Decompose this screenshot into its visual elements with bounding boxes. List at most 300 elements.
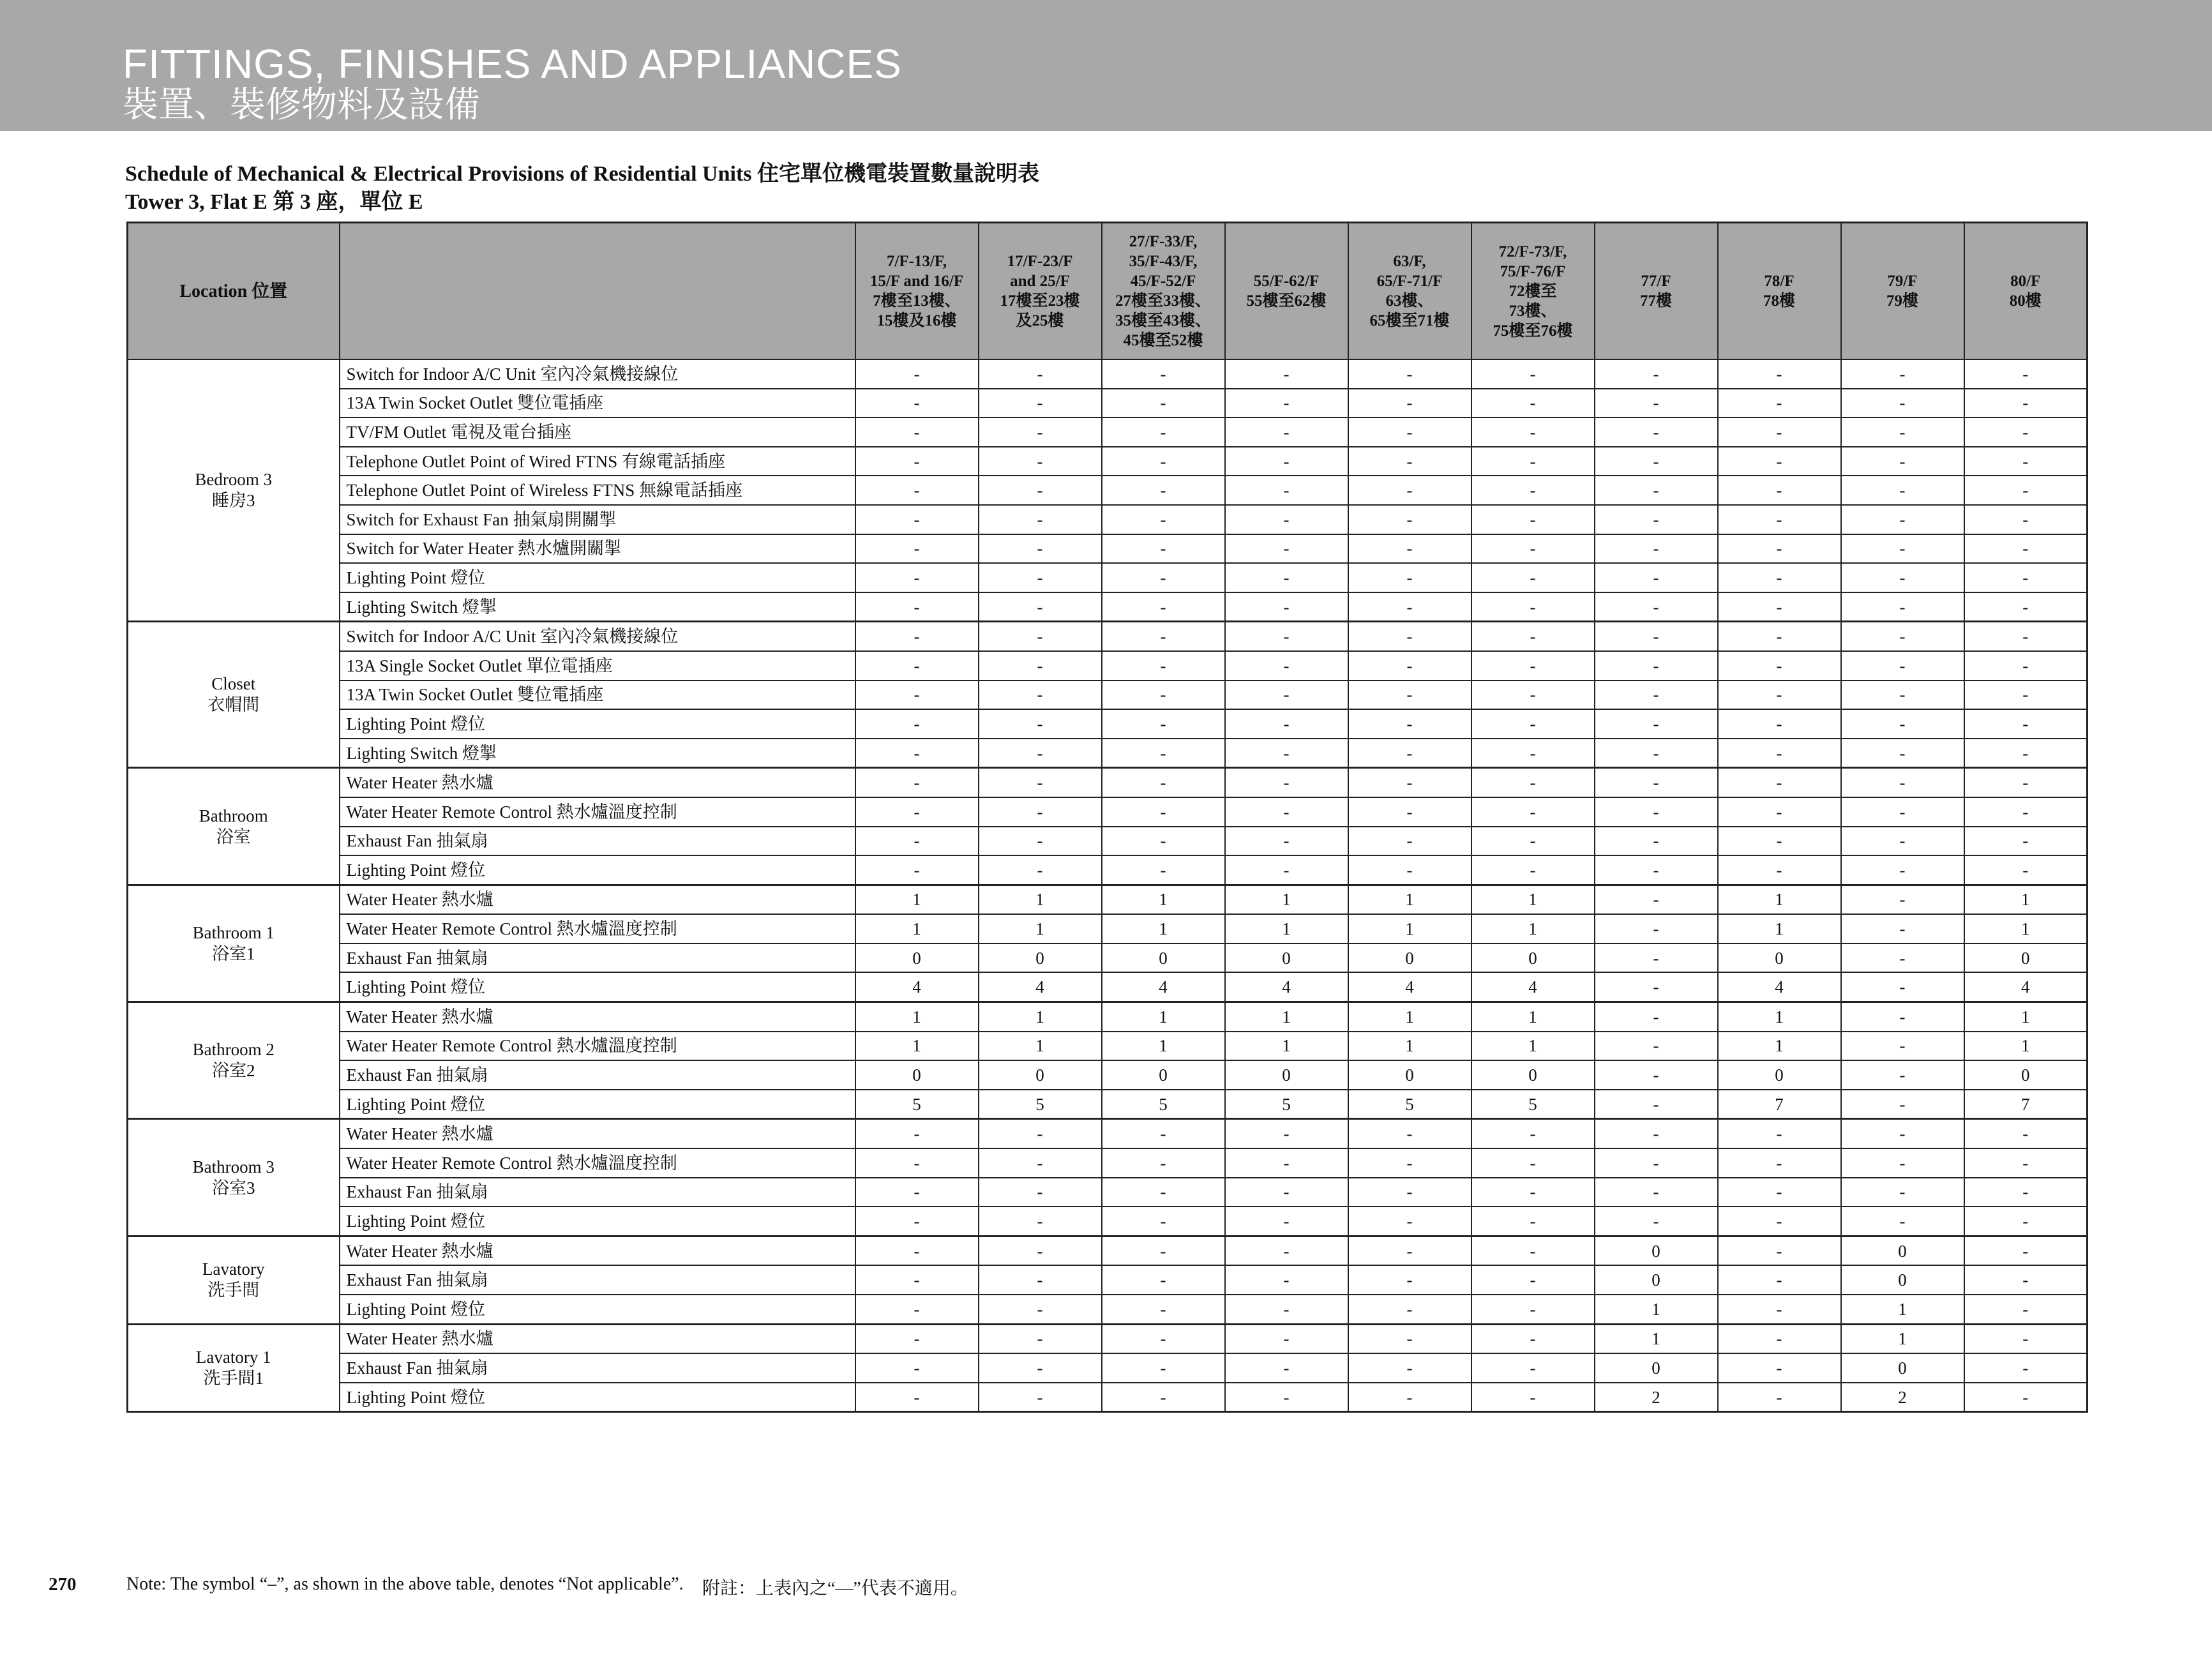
- provision-item: Switch for Water Heater 熱水爐開關掣: [340, 534, 855, 564]
- quantity-cell: -: [1348, 1265, 1471, 1295]
- quantity-cell: 1: [1102, 1002, 1225, 1032]
- location-cell: [128, 1324, 340, 1412]
- location-label: Bedroom 3: [195, 470, 273, 490]
- floor-header-line: 78樓: [1763, 292, 1795, 310]
- quantity-cell: 1: [1225, 1002, 1348, 1032]
- quantity-cell: -: [855, 855, 979, 885]
- quantity-cell: -: [979, 709, 1102, 739]
- quantity-cell: -: [1471, 855, 1595, 885]
- quantity-cell: -: [1102, 1295, 1225, 1324]
- table-row: [128, 885, 2088, 914]
- quantity-cell: -: [1348, 359, 1471, 389]
- provision-item: Water Heater Remote Control 熱水爐溫度控制: [340, 914, 855, 944]
- quantity-cell: -: [1841, 1032, 1964, 1061]
- quantity-cell: -: [1841, 709, 1964, 739]
- floor-header-line: 72樓至: [1509, 282, 1557, 300]
- quantity-cell: -: [1718, 447, 1841, 476]
- quantity-cell: -: [1225, 1265, 1348, 1295]
- floor-header-line: 80樓: [2009, 292, 2042, 310]
- quantity-cell: -: [979, 827, 1102, 856]
- location-header: Location 位置: [128, 223, 340, 360]
- table-row: [128, 1060, 2088, 1090]
- location-label: 洗手間: [207, 1281, 260, 1300]
- quantity-cell: -: [1595, 1060, 1718, 1090]
- quantity-cell: -: [1102, 563, 1225, 592]
- quantity-cell: -: [1102, 680, 1225, 710]
- quantity-cell: -: [1225, 417, 1348, 447]
- quantity-cell: -: [979, 417, 1102, 447]
- quantity-cell: -: [1964, 855, 2088, 885]
- floor-header-line: 55/F-62/F: [1253, 273, 1320, 290]
- quantity-cell: -: [979, 447, 1102, 476]
- quantity-cell: -: [1595, 592, 1718, 622]
- floor-header-line: 35/F-43/F,: [1129, 253, 1198, 270]
- quantity-cell: -: [855, 1353, 979, 1383]
- quantity-cell: -: [1471, 417, 1595, 447]
- quantity-cell: -: [1718, 389, 1841, 418]
- floor-column-header: [1841, 223, 1964, 360]
- quantity-cell: 4: [1348, 972, 1471, 1002]
- provision-item: Exhaust Fan 抽氣扇: [340, 1060, 855, 1090]
- quantity-cell: 0: [1102, 944, 1225, 973]
- quantity-cell: -: [1964, 622, 2088, 651]
- quantity-cell: -: [1348, 622, 1471, 651]
- quantity-cell: 2: [1595, 1383, 1718, 1412]
- quantity-cell: -: [1964, 447, 2088, 476]
- quantity-cell: 0: [1471, 1060, 1595, 1090]
- quantity-cell: -: [979, 680, 1102, 710]
- quantity-cell: -: [1595, 534, 1718, 564]
- schedule-title: Schedule of Mechanical & Electrical Provisions of Residential Units 住宅單位機電裝置數量說明表: [125, 162, 1040, 186]
- provision-item: Lighting Point 燈位: [340, 855, 855, 885]
- quantity-cell: 1: [979, 1002, 1102, 1032]
- quantity-cell: -: [1964, 739, 2088, 768]
- quantity-cell: -: [1964, 1178, 2088, 1207]
- table-row: [128, 476, 2088, 505]
- quantity-cell: -: [1841, 622, 1964, 651]
- quantity-cell: -: [1841, 768, 1964, 797]
- provision-item: Water Heater 熱水爐: [340, 1002, 855, 1032]
- floor-column-header: [1471, 223, 1595, 360]
- table-row: [128, 1207, 2088, 1236]
- provision-item: Water Heater Remote Control 熱水爐溫度控制: [340, 1148, 855, 1178]
- quantity-cell: -: [1964, 651, 2088, 680]
- quantity-cell: -: [1595, 1178, 1718, 1207]
- quantity-cell: -: [979, 855, 1102, 885]
- table-body: [128, 359, 2088, 1412]
- table-row: [128, 1178, 2088, 1207]
- quantity-cell: -: [1595, 1032, 1718, 1061]
- provision-item: Water Heater 熱水爐: [340, 1236, 855, 1265]
- provision-item: Switch for Indoor A/C Unit 室內冷氣機接線位: [340, 622, 855, 651]
- quantity-cell: 1: [1471, 914, 1595, 944]
- location-cell: [128, 622, 340, 768]
- quantity-cell: -: [1841, 1002, 1964, 1032]
- quantity-cell: 1: [1964, 914, 2088, 944]
- provision-item: TV/FM Outlet 電視及電台插座: [340, 417, 855, 447]
- quantity-cell: -: [1471, 739, 1595, 768]
- table-row: [128, 534, 2088, 564]
- table-row: [128, 1148, 2088, 1178]
- quantity-cell: -: [1102, 1207, 1225, 1236]
- quantity-cell: -: [1471, 389, 1595, 418]
- quantity-cell: -: [1718, 1207, 1841, 1236]
- quantity-cell: -: [1225, 622, 1348, 651]
- quantity-cell: -: [1595, 651, 1718, 680]
- quantity-cell: 1: [1348, 1032, 1471, 1061]
- quantity-cell: -: [1471, 563, 1595, 592]
- quantity-cell: -: [1841, 944, 1964, 973]
- quantity-cell: 1: [979, 885, 1102, 914]
- quantity-cell: -: [1348, 563, 1471, 592]
- provision-item: Water Heater 熱水爐: [340, 768, 855, 797]
- quantity-cell: -: [1595, 359, 1718, 389]
- quantity-cell: 0: [1841, 1265, 1964, 1295]
- provision-item: Exhaust Fan 抽氣扇: [340, 1353, 855, 1383]
- table-header-row: [128, 223, 2088, 360]
- location-cell: [128, 885, 340, 1002]
- provision-item: Lighting Switch 燈掣: [340, 592, 855, 622]
- quantity-cell: -: [1841, 855, 1964, 885]
- floor-column-header: [1225, 223, 1348, 360]
- quantity-cell: -: [1102, 1119, 1225, 1148]
- quantity-cell: 4: [855, 972, 979, 1002]
- quantity-cell: -: [979, 563, 1102, 592]
- quantity-cell: 1: [1718, 885, 1841, 914]
- quantity-cell: -: [1718, 827, 1841, 856]
- quantity-cell: 0: [1718, 944, 1841, 973]
- quantity-cell: -: [1595, 1207, 1718, 1236]
- quantity-cell: -: [979, 359, 1102, 389]
- location-label: 浴室2: [212, 1061, 255, 1081]
- quantity-cell: -: [1225, 534, 1348, 564]
- quantity-cell: -: [1841, 1178, 1964, 1207]
- quantity-cell: -: [855, 1119, 979, 1148]
- provision-item: Telephone Outlet Point of Wired FTNS 有線電話插座: [340, 447, 855, 476]
- table-row: [128, 1002, 2088, 1032]
- quantity-cell: 1: [1225, 1032, 1348, 1061]
- quantity-cell: -: [1718, 563, 1841, 592]
- quantity-cell: -: [1841, 592, 1964, 622]
- quantity-cell: -: [1718, 622, 1841, 651]
- floor-header-line: 7樓至13樓、: [873, 292, 961, 310]
- quantity-cell: -: [1225, 1148, 1348, 1178]
- quantity-cell: -: [1718, 592, 1841, 622]
- quantity-cell: -: [1841, 914, 1964, 944]
- quantity-cell: -: [855, 1265, 979, 1295]
- table-row: [128, 622, 2088, 651]
- footnote-zh: 附註：上表內之“—”代表不適用。: [702, 1579, 968, 1598]
- table-row: [128, 944, 2088, 973]
- quantity-cell: -: [1595, 1148, 1718, 1178]
- quantity-cell: -: [1718, 1324, 1841, 1353]
- quantity-cell: -: [855, 1383, 979, 1412]
- quantity-cell: -: [1595, 563, 1718, 592]
- quantity-cell: -: [1595, 1090, 1718, 1119]
- quantity-cell: -: [1595, 1119, 1718, 1148]
- quantity-cell: -: [979, 1119, 1102, 1148]
- quantity-cell: 0: [1471, 944, 1595, 973]
- quantity-cell: -: [1964, 359, 2088, 389]
- quantity-cell: -: [979, 592, 1102, 622]
- quantity-cell: -: [1225, 1383, 1348, 1412]
- floor-column-header: [855, 223, 979, 360]
- quantity-cell: -: [855, 563, 979, 592]
- quantity-cell: -: [1225, 1295, 1348, 1324]
- provision-item: 13A Single Socket Outlet 單位電插座: [340, 651, 855, 680]
- provision-item: Water Heater Remote Control 熱水爐溫度控制: [340, 1032, 855, 1061]
- quantity-cell: -: [1841, 651, 1964, 680]
- quantity-cell: 1: [1471, 885, 1595, 914]
- table-row: [128, 855, 2088, 885]
- quantity-cell: -: [979, 797, 1102, 827]
- quantity-cell: 0: [1348, 1060, 1471, 1090]
- provisions-table: [126, 222, 2088, 1413]
- quantity-cell: 1: [1348, 1002, 1471, 1032]
- quantity-cell: -: [1471, 709, 1595, 739]
- quantity-cell: -: [1595, 389, 1718, 418]
- quantity-cell: -: [855, 534, 979, 564]
- provision-item: Switch for Indoor A/C Unit 室內冷氣機接線位: [340, 359, 855, 389]
- table-row: [128, 972, 2088, 1002]
- quantity-cell: -: [1718, 1353, 1841, 1383]
- quantity-cell: -: [1718, 709, 1841, 739]
- quantity-cell: 5: [979, 1090, 1102, 1119]
- quantity-cell: -: [979, 1178, 1102, 1207]
- quantity-cell: -: [855, 447, 979, 476]
- quantity-cell: -: [1595, 447, 1718, 476]
- provision-item: Lighting Point 燈位: [340, 709, 855, 739]
- quantity-cell: -: [979, 1265, 1102, 1295]
- provision-item: Water Heater 熱水爐: [340, 1324, 855, 1353]
- location-label: Lavatory: [202, 1259, 265, 1279]
- quantity-cell: -: [1102, 447, 1225, 476]
- provision-item: Exhaust Fan 抽氣扇: [340, 1178, 855, 1207]
- quantity-cell: -: [1471, 827, 1595, 856]
- quantity-cell: -: [1102, 827, 1225, 856]
- quantity-cell: 1: [855, 1002, 979, 1032]
- quantity-cell: -: [979, 505, 1102, 534]
- floor-header-line: 35樓至43樓、: [1115, 312, 1211, 329]
- provision-item: Telephone Outlet Point of Wireless FTNS 無線電話插座: [340, 476, 855, 505]
- quantity-cell: -: [1348, 855, 1471, 885]
- location-cell: [128, 359, 340, 622]
- quantity-cell: -: [979, 768, 1102, 797]
- quantity-cell: -: [1595, 505, 1718, 534]
- floor-header-line: 7/F-13/F,: [886, 253, 947, 270]
- quantity-cell: -: [1964, 768, 2088, 797]
- location-label: Bathroom 3: [192, 1157, 275, 1177]
- quantity-cell: -: [1225, 797, 1348, 827]
- quantity-cell: 1: [1102, 914, 1225, 944]
- table-row: [128, 417, 2088, 447]
- floor-header-line: 80/F: [2010, 273, 2041, 290]
- quantity-cell: -: [1718, 476, 1841, 505]
- quantity-cell: 7: [1718, 1090, 1841, 1119]
- quantity-cell: -: [1841, 1148, 1964, 1178]
- quantity-cell: -: [979, 1353, 1102, 1383]
- quantity-cell: -: [1348, 417, 1471, 447]
- floor-header-line: 55樓至62樓: [1246, 292, 1327, 310]
- floor-header-line: 77/F: [1641, 273, 1671, 290]
- floor-header-line: 45樓至52樓: [1123, 332, 1203, 349]
- quantity-cell: -: [1718, 1148, 1841, 1178]
- floor-column-header: [1718, 223, 1841, 360]
- quantity-cell: -: [1595, 709, 1718, 739]
- quantity-cell: -: [1964, 563, 2088, 592]
- quantity-cell: 0: [1595, 1353, 1718, 1383]
- quantity-cell: 1: [979, 914, 1102, 944]
- quantity-cell: -: [979, 1236, 1102, 1265]
- quantity-cell: -: [855, 1295, 979, 1324]
- quantity-cell: -: [1225, 1207, 1348, 1236]
- quantity-cell: -: [1718, 359, 1841, 389]
- quantity-cell: -: [1348, 1207, 1471, 1236]
- quantity-cell: -: [1595, 885, 1718, 914]
- quantity-cell: 0: [979, 1060, 1102, 1090]
- quantity-cell: -: [1718, 739, 1841, 768]
- floor-header-line: 27樓至33樓、: [1115, 292, 1211, 310]
- quantity-cell: -: [1964, 797, 2088, 827]
- quantity-cell: -: [979, 1383, 1102, 1412]
- quantity-cell: -: [1964, 827, 2088, 856]
- table-row: [128, 1032, 2088, 1061]
- quantity-cell: -: [855, 739, 979, 768]
- table-row: [128, 447, 2088, 476]
- quantity-cell: -: [1348, 797, 1471, 827]
- quantity-cell: -: [1102, 1236, 1225, 1265]
- quantity-cell: -: [1348, 680, 1471, 710]
- quantity-cell: 1: [1718, 1032, 1841, 1061]
- quantity-cell: 1: [1841, 1295, 1964, 1324]
- quantity-cell: -: [979, 739, 1102, 768]
- quantity-cell: -: [1348, 709, 1471, 739]
- quantity-cell: -: [1964, 1119, 2088, 1148]
- quantity-cell: 1: [855, 885, 979, 914]
- floor-header-line: 72/F-73/F,: [1498, 243, 1567, 260]
- quantity-cell: -: [1964, 1148, 2088, 1178]
- quantity-cell: -: [1102, 534, 1225, 564]
- quantity-cell: -: [1471, 1353, 1595, 1383]
- title-banner: [0, 0, 2212, 131]
- quantity-cell: -: [1718, 1265, 1841, 1295]
- quantity-cell: -: [1471, 1178, 1595, 1207]
- quantity-cell: -: [1348, 1236, 1471, 1265]
- provision-item: Water Heater 熱水爐: [340, 885, 855, 914]
- quantity-cell: -: [1471, 476, 1595, 505]
- quantity-cell: -: [1471, 1207, 1595, 1236]
- quantity-cell: -: [855, 476, 979, 505]
- quantity-cell: -: [1348, 768, 1471, 797]
- table-row: [128, 827, 2088, 856]
- quantity-cell: -: [1102, 476, 1225, 505]
- quantity-cell: 1: [1841, 1324, 1964, 1353]
- floor-header-line: 63樓、: [1385, 292, 1434, 310]
- quantity-cell: -: [979, 1324, 1102, 1353]
- quantity-cell: -: [1718, 417, 1841, 447]
- quantity-cell: 1: [1595, 1295, 1718, 1324]
- quantity-cell: -: [855, 389, 979, 418]
- quantity-cell: 0: [1841, 1353, 1964, 1383]
- quantity-cell: -: [1348, 1353, 1471, 1383]
- quantity-cell: -: [1718, 1236, 1841, 1265]
- quantity-cell: -: [1348, 1148, 1471, 1178]
- floor-column-header: [979, 223, 1102, 360]
- flat-title: Tower 3, Flat E 第 3 座，單位 E: [125, 190, 423, 214]
- quantity-cell: -: [1102, 389, 1225, 418]
- quantity-cell: 1: [1225, 914, 1348, 944]
- quantity-cell: -: [979, 651, 1102, 680]
- table-row: [128, 1265, 2088, 1295]
- quantity-cell: -: [1841, 447, 1964, 476]
- quantity-cell: -: [1595, 797, 1718, 827]
- quantity-cell: 1: [1225, 885, 1348, 914]
- quantity-cell: -: [1225, 855, 1348, 885]
- quantity-cell: 0: [855, 1060, 979, 1090]
- quantity-cell: 0: [1718, 1060, 1841, 1090]
- quantity-cell: -: [1225, 1353, 1348, 1383]
- quantity-cell: -: [1471, 680, 1595, 710]
- quantity-cell: -: [1964, 505, 2088, 534]
- quantity-cell: -: [1964, 592, 2088, 622]
- quantity-cell: -: [1964, 1383, 2088, 1412]
- quantity-cell: -: [1841, 534, 1964, 564]
- quantity-cell: -: [855, 1324, 979, 1353]
- provision-item: 13A Twin Socket Outlet 雙位電插座: [340, 389, 855, 418]
- quantity-cell: -: [1225, 709, 1348, 739]
- floor-header-line: 15/F and 16/F: [869, 273, 964, 290]
- floor-header-line: 79/F: [1887, 273, 1918, 290]
- quantity-cell: -: [855, 1207, 979, 1236]
- quantity-cell: -: [1348, 505, 1471, 534]
- quantity-cell: -: [1964, 1324, 2088, 1353]
- quantity-cell: -: [1841, 1060, 1964, 1090]
- quantity-cell: -: [1225, 592, 1348, 622]
- quantity-cell: 0: [855, 944, 979, 973]
- quantity-cell: -: [1595, 944, 1718, 973]
- quantity-cell: -: [979, 389, 1102, 418]
- quantity-cell: -: [1595, 972, 1718, 1002]
- table-row: [128, 680, 2088, 710]
- quantity-cell: -: [855, 797, 979, 827]
- table-row: [128, 1353, 2088, 1383]
- quantity-cell: -: [1841, 505, 1964, 534]
- quantity-cell: -: [1964, 709, 2088, 739]
- quantity-cell: -: [1102, 651, 1225, 680]
- quantity-cell: -: [1102, 1265, 1225, 1295]
- quantity-cell: -: [1964, 680, 2088, 710]
- quantity-cell: -: [1595, 768, 1718, 797]
- location-label: 睡房3: [212, 491, 255, 511]
- quantity-cell: -: [1102, 592, 1225, 622]
- quantity-cell: -: [1841, 389, 1964, 418]
- quantity-cell: 1: [979, 1032, 1102, 1061]
- quantity-cell: -: [1595, 622, 1718, 651]
- quantity-cell: -: [1471, 359, 1595, 389]
- quantity-cell: -: [1225, 680, 1348, 710]
- table-row: [128, 1324, 2088, 1353]
- table-row: [128, 768, 2088, 797]
- quantity-cell: -: [1841, 1207, 1964, 1236]
- quantity-cell: -: [855, 505, 979, 534]
- floor-header-line: 63/F,: [1393, 253, 1426, 270]
- location-label: 洗手間1: [203, 1368, 264, 1388]
- quantity-cell: -: [1595, 827, 1718, 856]
- quantity-cell: -: [1225, 563, 1348, 592]
- quantity-cell: -: [1595, 914, 1718, 944]
- quantity-cell: -: [1471, 622, 1595, 651]
- floor-header-line: 及25樓: [1016, 312, 1064, 329]
